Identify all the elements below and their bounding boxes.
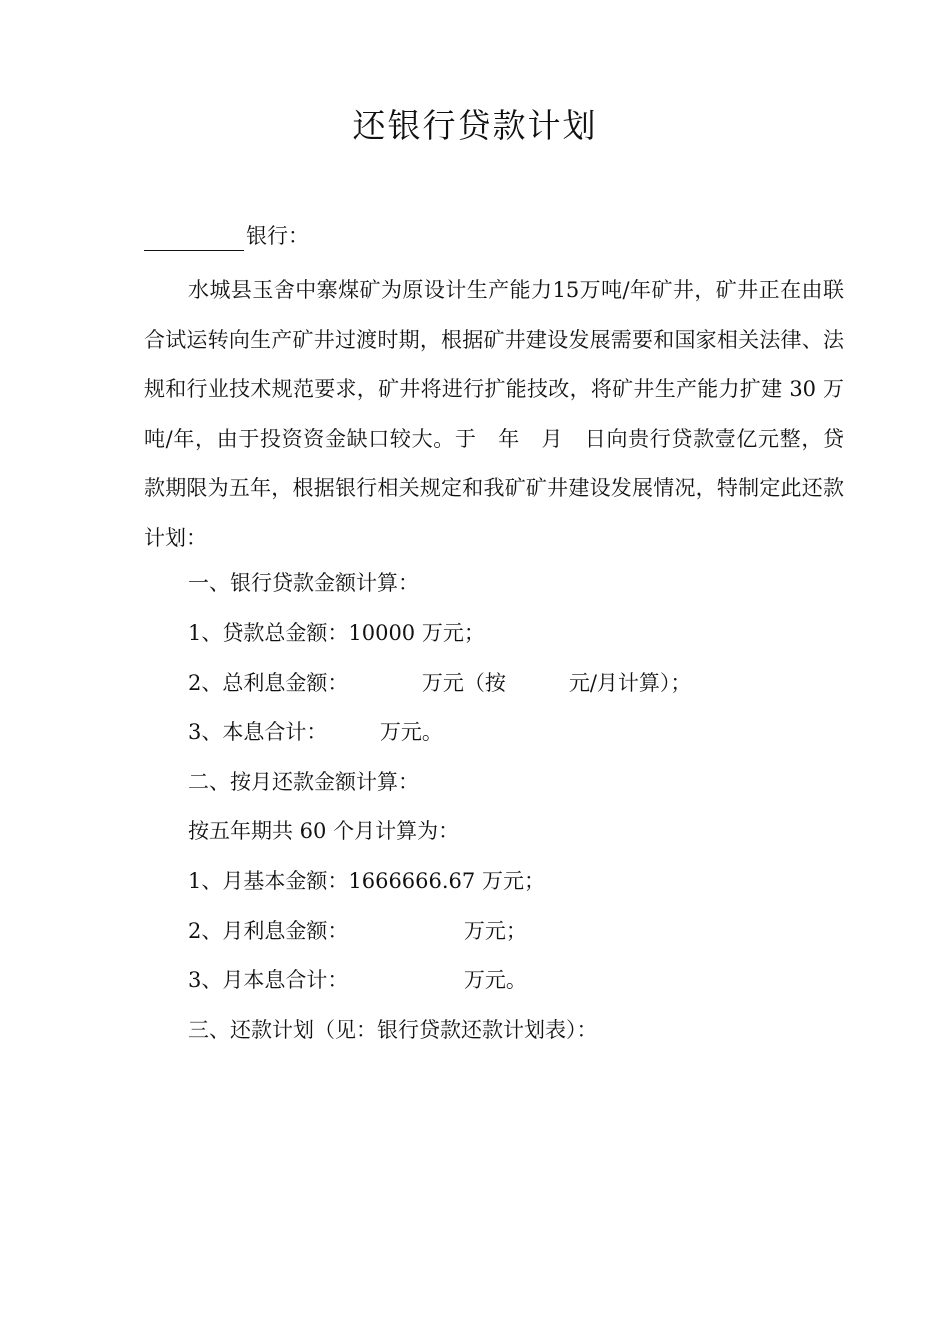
monthly-base-line: 1、月基本金额：1666666.67 万元； (188, 869, 545, 893)
addressee-suffix: 银行： (246, 224, 309, 248)
section-1-heading: 一、银行贷款金额计算： (188, 571, 419, 595)
monthly-total-line: 3、月本息合计： 万元。 (188, 968, 527, 992)
principal-interest-total-line: 3、本息合计： 万元。 (188, 720, 443, 744)
document-title: 还银行贷款计划 (352, 106, 598, 145)
loan-total-line: 1、贷款总金额：10000 万元； (188, 621, 485, 645)
sixty-month-note: 按五年期共 60 个月计算为： (188, 819, 460, 843)
section-2-heading: 二、按月还款金额计算： (188, 770, 419, 794)
monthly-interest-line: 2、月利息金额： 万元； (188, 919, 527, 943)
section-3-heading: 三、还款计划（见：银行贷款还款计划表）： (188, 1018, 598, 1042)
addressee-line (144, 221, 309, 251)
total-interest-line: 2、总利息金额： 万元（按 元/月计算）； (188, 671, 692, 695)
bank-name-blank (144, 228, 244, 251)
intro-paragraph: 水城县玉舍中寨煤矿为原设计生产能力15万吨/年矿井，矿井正在由联合试运转向生产矿井过渡时期，根据矿井建设发展需要和国家相关法律、法规和行业技术规范要求，矿井将进行扩能技改，将矿井生产能力扩建 30 万吨/年，由于投资资金缺口较大。于 年 月 日向贵行贷款壹亿元整，贷款期限为五年，根据银行相关规定和我矿矿井建设发展情况，特制定此还款计划： (144, 278, 844, 550)
